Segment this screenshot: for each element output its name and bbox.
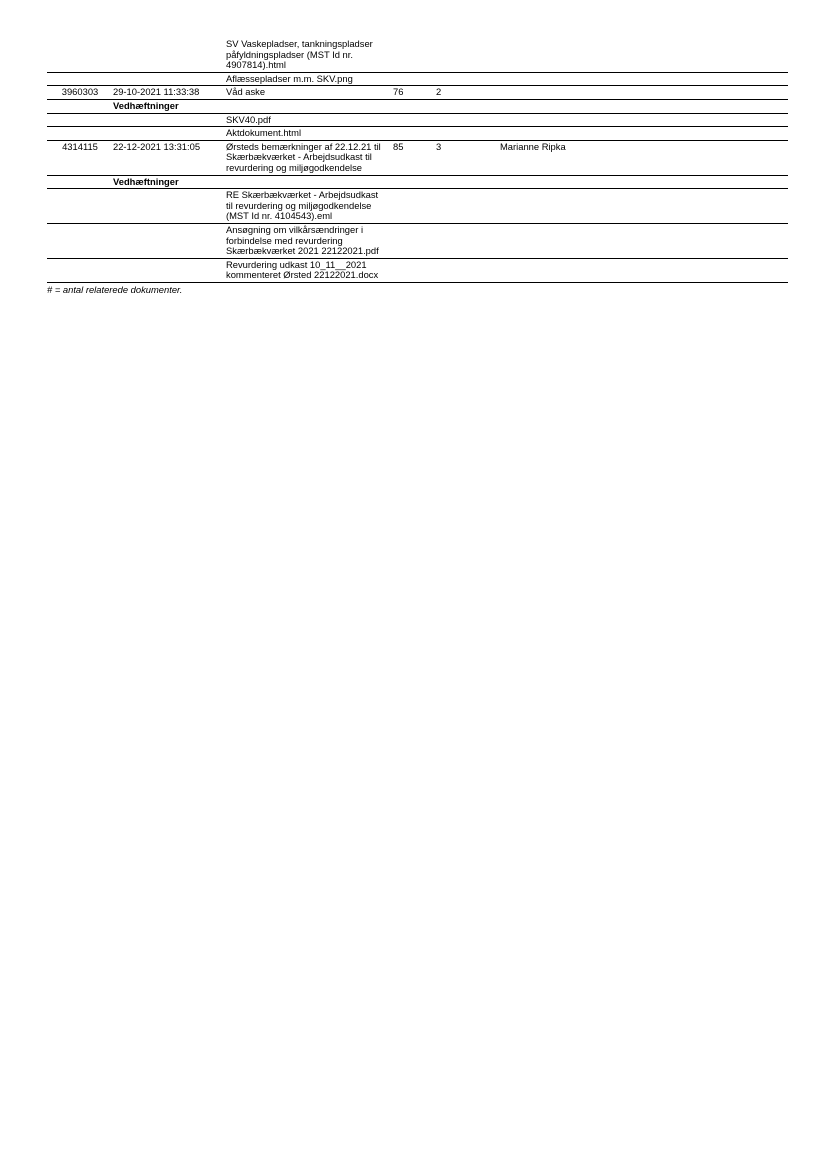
doc-date bbox=[113, 223, 226, 258]
doc-title: Aflæssepladser m.m. SKV.png bbox=[226, 72, 389, 86]
doc-date: 29-10-2021 11:33:38 bbox=[113, 86, 226, 100]
doc-person bbox=[500, 113, 788, 127]
doc-related-count bbox=[436, 127, 500, 141]
doc-id bbox=[47, 113, 113, 127]
doc-person bbox=[500, 189, 788, 224]
doc-number bbox=[389, 127, 436, 141]
doc-id bbox=[47, 258, 113, 282]
doc-number bbox=[389, 72, 436, 86]
table-row bbox=[47, 258, 788, 282]
doc-date bbox=[113, 38, 226, 72]
doc-title: SKV40.pdf bbox=[226, 113, 389, 127]
table-row bbox=[47, 72, 788, 86]
doc-number bbox=[389, 189, 436, 224]
doc-date bbox=[113, 189, 226, 224]
doc-related-count bbox=[436, 113, 500, 127]
doc-date bbox=[113, 258, 226, 282]
document-table bbox=[47, 38, 788, 283]
doc-title: Ørsteds bemærkninger af 22.12.21 til Skærbækværket - Arbejdsudkast til revurdering og miljøgodkendelse bbox=[226, 140, 389, 175]
doc-title: RE Skærbækværket - Arbejdsudkast til revurdering og miljøgodkendelse (MST Id nr. 4104543).eml bbox=[226, 189, 389, 224]
doc-person: Marianne Ripka bbox=[500, 140, 788, 175]
attachments-header-row bbox=[47, 175, 788, 189]
doc-related-count bbox=[436, 38, 500, 72]
doc-id bbox=[47, 38, 113, 72]
doc-title: Revurdering udkast 10_11__2021 kommenteret Ørsted 22122021.docx bbox=[226, 258, 389, 282]
table-row bbox=[47, 113, 788, 127]
attachments-header-row bbox=[47, 99, 788, 113]
table-row bbox=[47, 86, 788, 100]
doc-title: Aktdokument.html bbox=[226, 127, 389, 141]
footnote: # = antal relaterede dokumenter. bbox=[47, 284, 183, 295]
document-list bbox=[47, 38, 788, 283]
attachments-heading: Vedhæftninger bbox=[113, 99, 788, 113]
doc-id bbox=[47, 72, 113, 86]
doc-number bbox=[389, 38, 436, 72]
doc-related-count: 3 bbox=[436, 140, 500, 175]
table-row bbox=[47, 38, 788, 72]
doc-id: 4314115 bbox=[47, 140, 113, 175]
doc-number: 85 bbox=[389, 140, 436, 175]
doc-id bbox=[47, 189, 113, 224]
doc-title: Ansøgning om vilkårsændringer i forbindelse med revurdering Skærbækværket 2021 22122021.pdf bbox=[226, 223, 389, 258]
doc-person bbox=[500, 86, 788, 100]
doc-related-count bbox=[436, 258, 500, 282]
doc-person bbox=[500, 127, 788, 141]
doc-related-count bbox=[436, 189, 500, 224]
doc-title: Våd aske bbox=[226, 86, 389, 100]
doc-person bbox=[500, 258, 788, 282]
doc-related-count bbox=[436, 72, 500, 86]
doc-id bbox=[47, 223, 113, 258]
table-row bbox=[47, 127, 788, 141]
doc-date: 22-12-2021 13:31:05 bbox=[113, 140, 226, 175]
doc-date bbox=[113, 113, 226, 127]
doc-number: 76 bbox=[389, 86, 436, 100]
table-row bbox=[47, 223, 788, 258]
doc-id bbox=[47, 127, 113, 141]
doc-title: SV Vaskepladser, tankningspladser påfyldningspladser (MST Id nr. 4907814).html bbox=[226, 38, 373, 71]
doc-number bbox=[389, 223, 436, 258]
doc-person bbox=[500, 223, 788, 258]
doc-person bbox=[500, 38, 788, 72]
doc-number bbox=[389, 258, 436, 282]
table-row bbox=[47, 189, 788, 224]
doc-related-count bbox=[436, 223, 500, 258]
table-row bbox=[47, 140, 788, 175]
doc-number bbox=[389, 113, 436, 127]
doc-date bbox=[113, 72, 226, 86]
doc-date bbox=[113, 127, 226, 141]
attachments-heading: Vedhæftninger bbox=[113, 175, 788, 189]
doc-person bbox=[500, 72, 788, 86]
doc-id: 3960303 bbox=[47, 86, 113, 100]
doc-related-count: 2 bbox=[436, 86, 500, 100]
